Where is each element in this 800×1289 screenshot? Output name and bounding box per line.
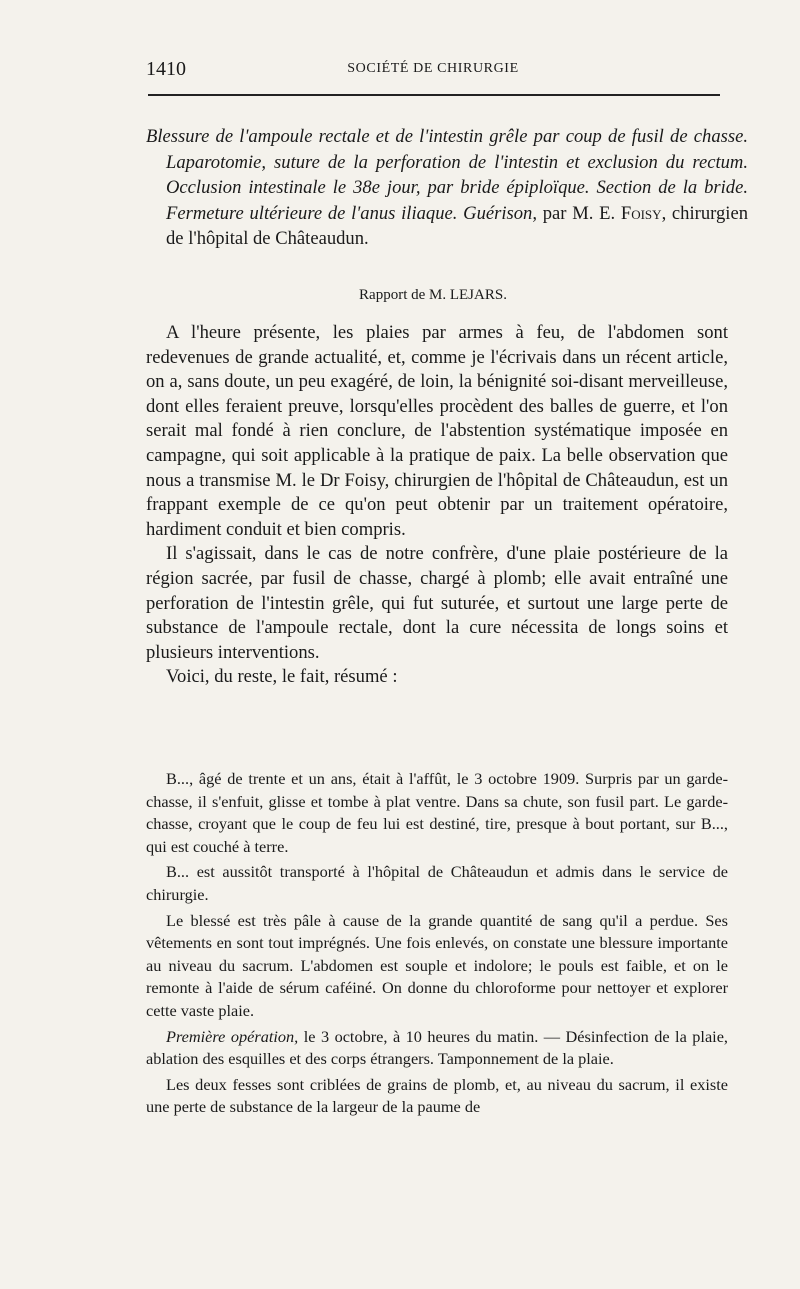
case-observation	[146, 768, 728, 1122]
author-initials: M. E.	[572, 202, 616, 224]
page-header	[146, 58, 720, 82]
report-byline: Rapport de M. LEJARS.	[359, 287, 507, 303]
first-operation-label: Première opération,	[166, 1026, 299, 1046]
observation-paragraph-5: Les deux fesses sont criblées de grains de plomb, et, au niveau du sacrum, il existe une perte de substance de la largeur de la paume de	[146, 1074, 728, 1117]
report-body	[146, 321, 728, 690]
author-name: Foisy	[620, 202, 662, 224]
title-par: par	[542, 202, 567, 224]
observation-paragraph-2: B... est aussitôt transporté à l'hôpital de Châteaudun et admis dans le service de chirurgie.	[146, 862, 728, 904]
running-head: SOCIÉTÉ DE CHIRURGIE	[347, 61, 519, 76]
body-paragraph-3: Voici, du reste, le fait, résumé :	[166, 666, 398, 688]
body-paragraph-1: A l'heure présente, les plaies par armes à feu, de l'abdomen sont redevenues de grande actualité, et, comme je l'écrivais dans un récent article, on a, sans doute, un peu exagéré, de loin, la bénignité soi-disant merveilleuse, dont elles feraient preuve, lorsqu'elles procèdent des balles de guerre, et l'on serait mal fondé à rien conclure, de l'abstention systématique imposée en campagne, qui soit applicable à la pratique de paix. La belle observation que nous a transmise M. le Dr Foisy, chirurgien de l'hôpital de Châteaudun, est un frappant exemple de ce qu'on peut obtenir par un traitement opératoire, hardiment conduit et bien compris.	[146, 322, 728, 540]
observation-paragraph-1: B..., âgé de trente et un ans, était à l'affût, le 3 octobre 1909. Surpris par un garde-chasse, il s'enfuit, glisse et tombe à plat ventre. Dans sa chute, son fusil part. Le garde-chasse, croyant que le coup de feu lui est destiné, tire, presque à bout portant, sur B..., qui est couché à terre.	[146, 769, 728, 856]
author-affiliation: , chirurgien de l'hôpital de Châteaudun.	[166, 202, 749, 250]
header-rule	[148, 94, 720, 96]
observation-paragraph-3: Le blessé est très pâle à cause de la grande quantité de sang qu'il a perdue. Ses vêtements en sont tout imprégnés. Une fois enlevés, on constate une blessure importante au niveau du sacrum. L'abdomen est souple et indolore; le pouls est faible, et on le remonte à l'aide de sérum caféiné. On donne du chloroforme pour nettoyer et explorer cette vaste plaie.	[146, 910, 728, 1020]
observation-paragraph-4	[146, 1026, 728, 1071]
article-title	[146, 124, 748, 252]
title-italic: Blessure de l'ampoule rectale et de l'intestin grêle par coup de fusil de chasse. Laparotomie, suture de la perforation de l'intestin et exclusion du rectum. Occlusion intestinale le 38e jour, par bride épiploïque. Section de la bride. Fermeture ultérieure de l'anus iliaque. Guérison,	[146, 126, 748, 224]
first-operation-text: le 3 octobre, à 10 heures du matin. — Désinfection de la plaie, ablation des esquilles et des corps étrangers. Tamponnement de la plaie.	[146, 1026, 728, 1069]
body-paragraph-2: Il s'agissait, dans le cas de notre confrère, d'une plaie postérieure de la région sacrée, par fusil de chasse, chargé à plomb; elle avait entraîné une perforation de l'intestin grêle, qui fut suturée, et surtout une large perte de substance de l'ampoule rectale, dont la cure nécessita de longs soins et plusieurs interventions.	[146, 543, 728, 663]
page-number: 1410	[146, 58, 186, 80]
